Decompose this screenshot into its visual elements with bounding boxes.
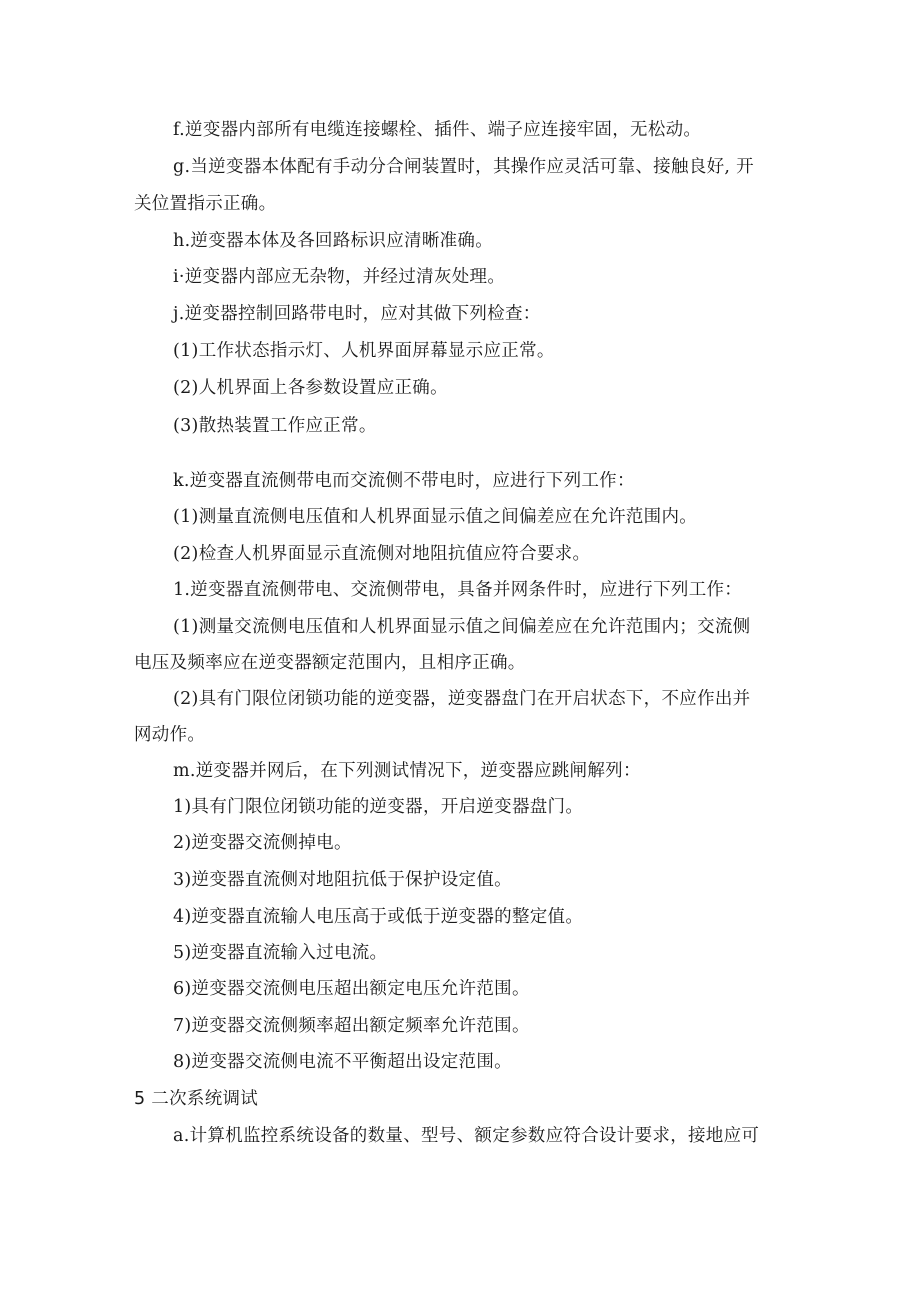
paragraph-line: (1)工作状态指示灯、人机界面屏幕显示应正常。	[173, 341, 555, 361]
paragraph-line: 1.逆变器直流侧带电、交流侧带电，具备并网条件时，应进行下列工作：	[173, 580, 743, 600]
paragraph-line: (2)人机界面上各参数设置应正确。	[173, 378, 448, 398]
paragraph-line: k.逆变器直流侧带电而交流侧不带电时，应进行下列工作：	[173, 471, 635, 491]
paragraph-line: (2)检查人机界面显示直流侧对地阻抗值应符合要求。	[173, 544, 591, 564]
paragraph-line: 4)逆变器直流输人电压高于或低于逆变器的整定值。	[173, 907, 584, 927]
paragraph-line: a.计算机监控系统设备的数量、型号、额定参数应符合设计要求，接地应可	[173, 1126, 760, 1146]
section-heading: 5 二次系统调试	[134, 1089, 259, 1109]
paragraph-line: (1)测量直流侧电压值和人机界面显示值之间偏差应在允许范围内。	[173, 507, 698, 527]
paragraph-line: 2)逆变器交流侧掉电。	[173, 833, 352, 853]
paragraph-line: 网动作。	[134, 725, 206, 745]
paragraph-line: 关位置指示正确。	[134, 194, 277, 214]
paragraph-line: j.逆变器控制回路带电时，应对其做下列检查：	[173, 304, 541, 324]
paragraph-line: h.逆变器本体及各回路标识应清晰准确。	[173, 231, 494, 251]
paragraph-line: 6)逆变器交流侧电压超出额定电压允许范围。	[173, 979, 530, 999]
paragraph-line: g.当逆变器本体配有手动分合闸装置时，其操作应灵活可靠、接触良好, 开	[173, 157, 754, 177]
paragraph-line: 1)具有门限位闭锁功能的逆变器，开启逆变器盘门。	[173, 797, 584, 817]
paragraph-line: (3)散热装置工作应正常。	[173, 416, 377, 436]
paragraph-line: 3)逆变器直流侧对地阻抗低于保护设定值。	[173, 870, 512, 890]
paragraph-line: 8)逆变器交流侧电流不平衡超出设定范围。	[173, 1052, 512, 1072]
paragraph-line: 电压及频率应在逆变器额定范围内，且相序正确。	[134, 653, 526, 673]
paragraph-line: (1)测量交流侧电压值和人机界面显示值之间偏差应在允许范围内；交流侧	[173, 617, 751, 637]
paragraph-line: 7)逆变器交流侧频率超出额定频率允许范围。	[173, 1016, 530, 1036]
paragraph-line: f.逆变器内部所有电缆连接螺栓、插件、端子应连接牢固，无松动。	[173, 120, 702, 140]
paragraph-line: 5)逆变器直流输入过电流。	[173, 943, 388, 963]
paragraph-line: (2)具有门限位闭锁功能的逆变器，逆变器盘门在开启状态下，不应作出并	[173, 689, 751, 709]
paragraph-line: i·逆变器内部应无杂物，并经过清灰处理。	[173, 267, 506, 287]
paragraph-line: m.逆变器并网后，在下列测试情况下，逆变器应跳闸解列：	[173, 761, 641, 781]
